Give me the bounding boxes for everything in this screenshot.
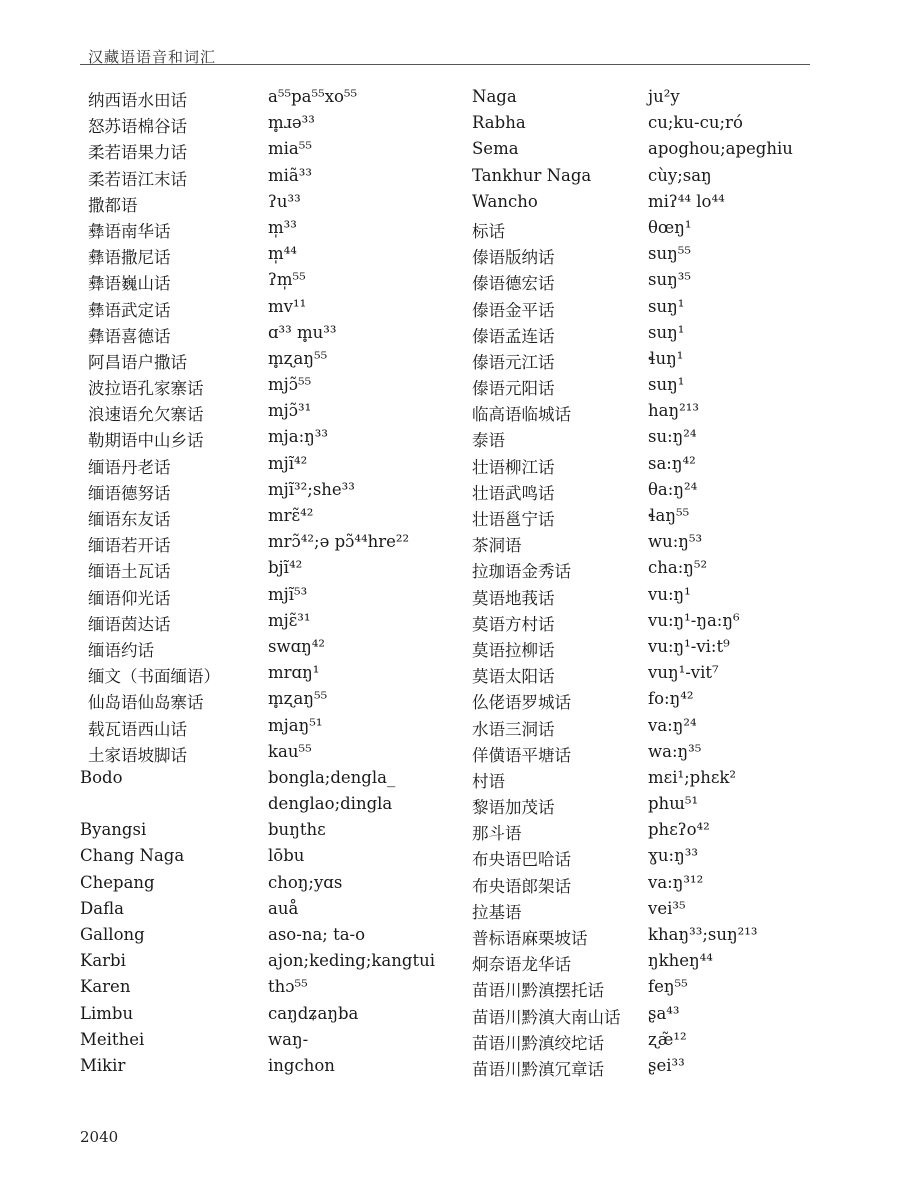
entry-row <box>80 739 460 765</box>
language-name: 仫佬语罗城话 <box>472 693 571 713</box>
word-form: vu:ŋ¹-ŋa:ŋ⁶ <box>648 610 740 630</box>
word-form: ʐæ̃¹² <box>648 1029 687 1049</box>
entry-row <box>80 398 460 424</box>
word-form: miʔ⁴⁴ lo⁴⁴ <box>648 191 725 211</box>
word-form: waŋ- <box>268 1029 309 1049</box>
right-column <box>472 84 812 1079</box>
language-name: 泰语 <box>472 431 505 451</box>
entry-row <box>472 791 812 817</box>
word-form: wu:ŋ⁵³ <box>648 532 703 552</box>
word-form: mjɔ̃³¹ <box>268 401 312 421</box>
entry-row <box>80 267 460 293</box>
entry-row <box>472 267 812 293</box>
word-form: va:ŋ³¹² <box>648 872 704 892</box>
language-name: Bodo <box>80 767 123 787</box>
entry-row <box>472 477 812 503</box>
word-form: phɯ⁵¹ <box>648 794 699 814</box>
entry-row <box>80 817 460 843</box>
language-name: 彝语撒尼话 <box>88 248 171 268</box>
word-form: caŋdʑaŋba <box>268 1003 359 1023</box>
language-name: 村语 <box>472 771 505 791</box>
language-name: 怒苏语棉谷话 <box>88 117 187 137</box>
language-name: Gallong <box>80 925 145 944</box>
word-form: wa:ŋ³⁵ <box>648 741 702 761</box>
entry-row <box>472 346 812 372</box>
word-form: ŋkheŋ⁴⁴ <box>648 951 713 971</box>
word-form: mja:ŋ³³ <box>268 427 329 447</box>
word-form: suŋ¹ <box>648 296 685 316</box>
word-form: ingchon <box>268 1055 335 1075</box>
entry-row <box>80 110 460 136</box>
language-name: 彝语喜德话 <box>88 326 171 346</box>
word-form: m̩⁴⁴ <box>268 244 297 264</box>
language-name: 波拉语孔家寨话 <box>88 379 204 399</box>
language-name: 茶洞语 <box>472 536 522 556</box>
word-form: suŋ³⁵ <box>648 270 691 290</box>
language-name: 标话 <box>472 221 505 241</box>
word-form: feŋ⁵⁵ <box>648 977 688 997</box>
language-name: 彝语南华话 <box>88 221 171 241</box>
entry-row <box>80 163 460 189</box>
entry-row <box>80 372 460 398</box>
word-form: miã³³ <box>268 165 312 185</box>
language-name: 撒都语 <box>88 195 138 215</box>
word-form: suŋ¹ <box>648 375 685 395</box>
entry-row <box>80 948 460 974</box>
word-form: bongla;dengla_ <box>268 767 396 787</box>
word-form: θœŋ¹ <box>648 217 692 237</box>
language-name: 缅语东友话 <box>88 510 171 529</box>
word-form: mv¹¹ <box>268 296 307 316</box>
word-form: a⁵⁵pa⁵⁵xo⁵⁵ <box>268 87 358 106</box>
word-form: m̥ʐaŋ⁵⁵ <box>268 348 328 368</box>
entry-row <box>80 477 460 503</box>
language-name: 阿昌语户撒话 <box>88 352 187 372</box>
language-name: Wancho <box>472 191 538 211</box>
word-form: suŋ¹ <box>648 322 685 342</box>
entry-row <box>472 163 812 189</box>
entry-row <box>472 320 812 346</box>
language-name: Karbi <box>80 951 126 971</box>
word-form: vei³⁵ <box>648 898 686 918</box>
entry-row <box>472 948 812 974</box>
entry-row <box>80 660 460 686</box>
entry-row <box>472 189 812 215</box>
language-name: 缅语若开话 <box>88 536 171 556</box>
language-name: 傣语元阳话 <box>472 379 555 399</box>
language-name: 傣语金平话 <box>472 300 555 320</box>
language-name: Chepang <box>80 872 155 892</box>
language-name: 那斗语 <box>472 824 522 844</box>
language-name: Karen <box>80 977 131 997</box>
language-name: 浪速语允欠寨话 <box>88 405 204 425</box>
language-name: 彝语武定话 <box>88 300 171 320</box>
language-name: Chang Naga <box>80 846 185 866</box>
language-name: 傣语元江话 <box>472 352 555 372</box>
word-form: cùy;saŋ <box>648 165 712 185</box>
entry-row <box>472 765 812 791</box>
entry-row <box>472 110 812 136</box>
word-form: sa:ŋ⁴² <box>648 453 696 473</box>
entry-row <box>80 189 460 215</box>
entry-row <box>472 1001 812 1027</box>
word-form: θa:ŋ²⁴ <box>648 479 698 499</box>
language-name: 傣语德宏话 <box>472 274 555 294</box>
entry-row <box>80 713 460 739</box>
entry-row <box>80 529 460 555</box>
word-form: va:ŋ²⁴ <box>648 715 697 735</box>
entry-row <box>472 424 812 450</box>
entry-row <box>80 1001 460 1027</box>
language-name: 傣语版纳话 <box>472 248 555 268</box>
language-name: Byangsi <box>80 820 147 840</box>
word-form: fo:ŋ⁴² <box>648 689 694 709</box>
language-name: 壮语柳江话 <box>472 457 555 477</box>
language-name: 水语三洞话 <box>472 719 555 739</box>
word-form: ʂa⁴³ <box>648 1003 680 1023</box>
word-form: mrɛ̃⁴² <box>268 506 314 525</box>
entry-row <box>472 1053 812 1079</box>
entry-row <box>472 294 812 320</box>
word-form: swɑŋ⁴² <box>268 636 326 656</box>
entry-row <box>472 739 812 765</box>
entry-row <box>472 686 812 712</box>
entry-row <box>472 660 812 686</box>
entry-row <box>80 84 460 110</box>
entry-row <box>80 503 460 529</box>
word-form: mjɔ̃⁵⁵ <box>268 375 312 395</box>
entry-row <box>80 765 460 791</box>
word-form: mrɔ̃⁴²;ə pɔ̃⁴⁴hre²² <box>268 532 410 552</box>
entry-row <box>472 817 812 843</box>
word-form: mjĩ³²;she³³ <box>268 479 355 499</box>
word-form: choŋ;yɑs <box>268 872 343 892</box>
language-name: 莫语拉柳话 <box>472 640 555 660</box>
word-form: phɛʔo⁴² <box>648 820 710 840</box>
language-name: 柔若语江末话 <box>88 169 187 189</box>
word-form: mrɑŋ¹ <box>268 663 320 683</box>
word-form: m̥ɹə³³ <box>268 113 315 133</box>
language-name: 佯僙语平塘话 <box>472 745 571 765</box>
language-name: 缅语仰光话 <box>88 588 171 608</box>
entry-row <box>472 974 812 1000</box>
word-form: ʔu³³ <box>268 191 301 211</box>
entry-row <box>80 843 460 869</box>
entry-row <box>80 424 460 450</box>
entry-row <box>472 713 812 739</box>
word-form: lōbu <box>268 846 305 866</box>
word-form: haŋ²¹³ <box>648 401 699 421</box>
word-form: ɬaŋ⁵⁵ <box>648 506 690 525</box>
entry-row <box>472 503 812 529</box>
entry-row <box>80 870 460 896</box>
language-name: 普标语麻栗坡话 <box>472 929 588 948</box>
running-header-title: 汉藏语语音和词汇 <box>88 48 217 66</box>
entry-row <box>472 451 812 477</box>
language-name: 柔若语果力话 <box>88 143 187 163</box>
entry-row <box>472 84 812 110</box>
language-name: 缅语约话 <box>88 640 154 660</box>
language-name: 苗语川黔滇摆托话 <box>472 981 604 1001</box>
language-name: 纳西语水田话 <box>88 91 187 110</box>
language-name: 缅文（书面缅语） <box>88 667 220 687</box>
word-form: m̥ʐaŋ⁵⁵ <box>268 689 328 709</box>
word-form: su:ŋ²⁴ <box>648 427 697 447</box>
entry-row <box>80 136 460 162</box>
word-form: thɔ⁵⁵ <box>268 977 308 997</box>
language-name: 临高语临城话 <box>472 405 571 425</box>
word-form: ɬuŋ¹ <box>648 348 684 368</box>
word-form: vuŋ¹-vit⁷ <box>648 663 719 683</box>
entry-row <box>472 582 812 608</box>
entry-row <box>472 372 812 398</box>
language-name: 仙岛语仙岛寨话 <box>88 693 204 713</box>
language-name: Meithei <box>80 1029 145 1049</box>
language-name: 缅语德努话 <box>88 483 171 503</box>
language-name: 拉珈语金秀话 <box>472 562 571 582</box>
entry-row <box>80 922 460 948</box>
word-form: ɑ³³ m̥u³³ <box>268 322 337 342</box>
entry-row <box>80 346 460 372</box>
header-rule <box>80 64 810 65</box>
entry-row <box>80 1027 460 1053</box>
language-name: 缅语丹老话 <box>88 457 171 477</box>
language-name: 彝语巍山话 <box>88 274 171 294</box>
entry-row <box>472 896 812 922</box>
word-form: ʔm̩⁵⁵ <box>268 270 306 290</box>
language-name: 黎语加茂话 <box>472 798 555 818</box>
entry-row <box>472 608 812 634</box>
language-name: 莫语太阳话 <box>472 667 555 687</box>
word-form: mɛi¹;phɛk² <box>648 767 736 787</box>
entry-row <box>472 870 812 896</box>
word-form: m̩³³ <box>268 217 297 237</box>
entry-row <box>80 634 460 660</box>
entry-row <box>80 294 460 320</box>
entry-row <box>472 843 812 869</box>
language-name: 缅语土瓦话 <box>88 562 171 582</box>
entry-row <box>472 136 812 162</box>
entry-row <box>80 215 460 241</box>
word-form: aso-na; ta-o <box>268 925 366 944</box>
entry-row <box>80 791 460 817</box>
language-name: 莫语方村话 <box>472 614 555 634</box>
language-name: Limbu <box>80 1003 134 1023</box>
entry-row <box>80 320 460 346</box>
language-name: 苗语川黔滇绞坨话 <box>472 1033 604 1053</box>
word-form: denglao;dingla <box>268 794 393 814</box>
word-form: ju²y <box>648 87 680 106</box>
language-name: Sema <box>472 139 519 159</box>
entry-row <box>472 398 812 424</box>
entry-row <box>80 451 460 477</box>
word-form: mia⁵⁵ <box>268 139 312 159</box>
word-form: mjĩ⁴² <box>268 453 308 473</box>
word-form: apoghou;apeghiu <box>648 139 793 159</box>
word-form: suŋ⁵⁵ <box>648 244 691 264</box>
language-name: 壮语邕宁话 <box>472 510 555 529</box>
entry-row <box>472 529 812 555</box>
language-name: 缅语茵达话 <box>88 614 171 634</box>
language-name: 勒期语中山乡话 <box>88 431 204 451</box>
entry-row <box>80 241 460 267</box>
word-form: cha:ŋ⁵² <box>648 558 708 578</box>
word-form: vu:ŋ¹-vi:t⁹ <box>648 636 730 656</box>
language-name: Mikir <box>80 1055 126 1075</box>
entry-row <box>80 686 460 712</box>
language-name: 壮语武鸣话 <box>472 483 555 503</box>
entry-row <box>80 896 460 922</box>
entry-row <box>472 241 812 267</box>
language-name: Rabha <box>472 113 526 133</box>
word-form: mjɛ̃³¹ <box>268 610 311 630</box>
word-form: mjĩ⁵³ <box>268 584 308 604</box>
entry-row <box>472 215 812 241</box>
word-form: ajon;keding;kangtui <box>268 951 435 971</box>
word-form: ʂei³³ <box>648 1055 685 1075</box>
language-name: 炯奈语龙华话 <box>472 955 571 975</box>
word-form: khaŋ³³;suŋ²¹³ <box>648 925 758 944</box>
language-name: 载瓦语西山话 <box>88 719 187 739</box>
word-form: kau⁵⁵ <box>268 741 312 761</box>
language-name: Tankhur Naga <box>472 165 592 185</box>
entry-row <box>80 555 460 581</box>
language-name: 布央语巴哈话 <box>472 850 571 870</box>
word-form: buŋthɛ <box>268 820 326 840</box>
entry-row <box>472 922 812 948</box>
entry-row <box>80 608 460 634</box>
entry-row <box>472 1027 812 1053</box>
entry-row <box>80 974 460 1000</box>
language-name: 傣语孟连话 <box>472 326 555 346</box>
language-name: 苗语川黔滇大南山话 <box>472 1007 621 1027</box>
language-name: 莫语地莪话 <box>472 588 555 608</box>
left-column <box>80 84 460 1079</box>
entry-row <box>80 582 460 608</box>
entry-row <box>472 555 812 581</box>
word-form: auå <box>268 898 299 918</box>
language-name: 土家语坡脚话 <box>88 745 187 765</box>
language-name: Dafla <box>80 898 124 918</box>
word-form: ɣu:ŋ³³ <box>648 846 698 866</box>
language-name: 布央语郎架话 <box>472 876 571 896</box>
language-name: 苗语川黔滇冗章话 <box>472 1059 604 1079</box>
language-name: Naga <box>472 87 517 106</box>
language-name: 拉基语 <box>472 902 522 922</box>
entry-row <box>472 634 812 660</box>
page-number: 2040 <box>80 1128 119 1146</box>
word-form: vu:ŋ¹ <box>648 584 691 604</box>
entry-row <box>80 1053 460 1079</box>
word-form: bjĩ⁴² <box>268 558 303 578</box>
word-form: mjaŋ⁵¹ <box>268 715 323 735</box>
word-form: cu;ku-cu;ró <box>648 113 743 133</box>
